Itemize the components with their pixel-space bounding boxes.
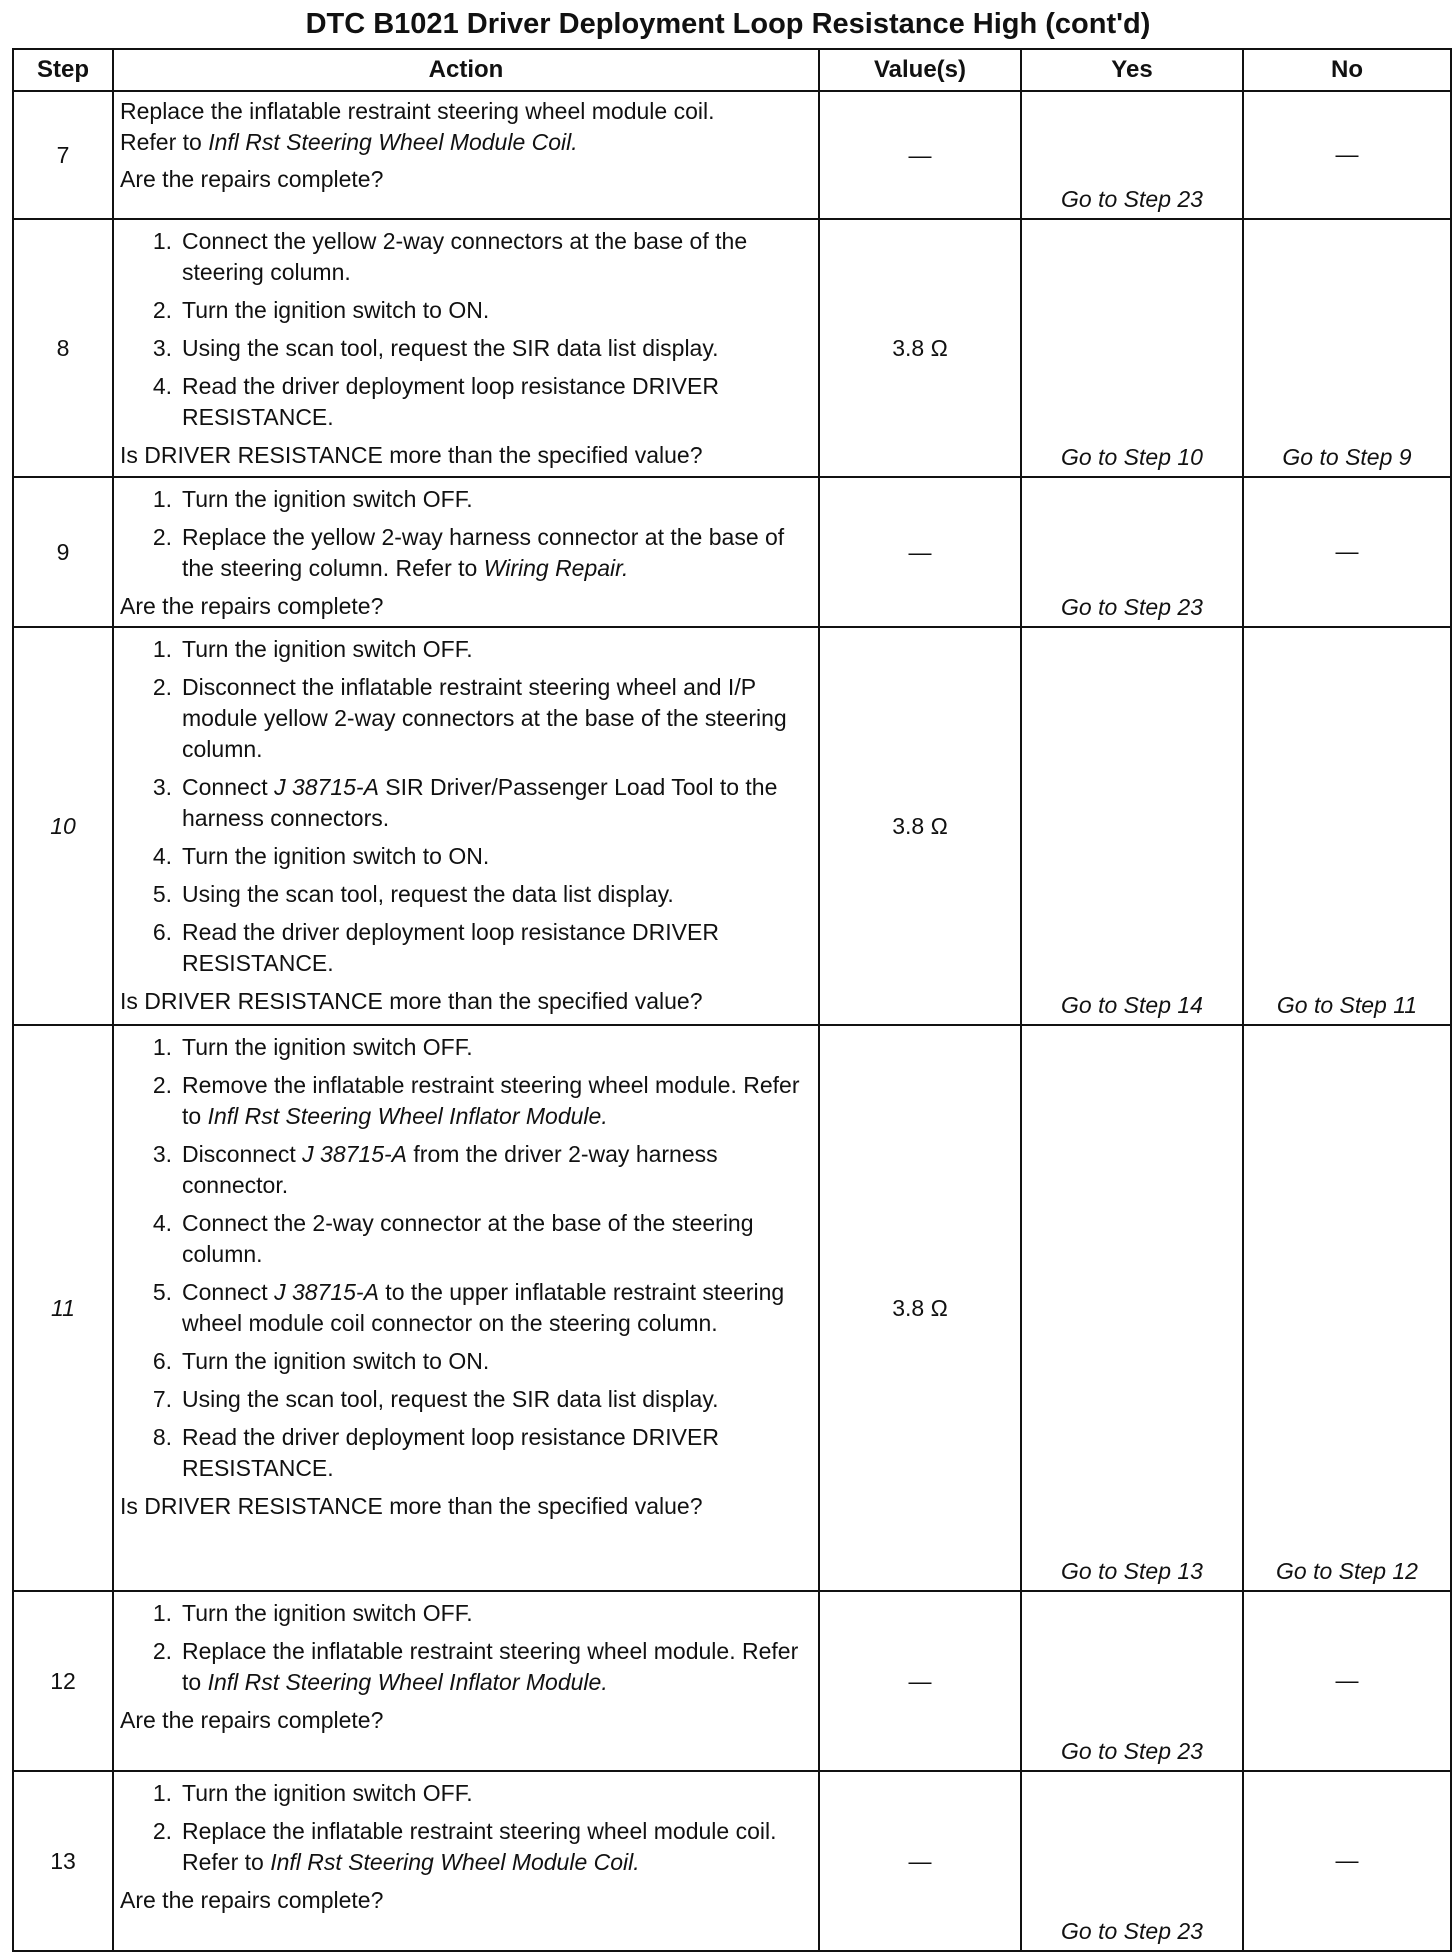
step-number: 7 [13,91,113,219]
yes-cell: Go to Step 13 [1021,1025,1243,1591]
table-row [13,1025,1451,1591]
action-question: Are the repairs complete? [120,1707,384,1733]
list-item: 6. Turn the ignition switch to ON. [152,1348,490,1374]
value-cell: 3.8 Ω [819,219,1021,477]
action-cell [113,1771,819,1951]
action-question: Are the repairs complete? [120,1887,384,1913]
yes-cell: Go to Step 23 [1021,1771,1243,1951]
list-item: 2. Remove the inflatable restraint steering wheel module. Refer to Infl Rst Steering Wheel Inflator Module. [152,1072,800,1129]
action-cell [113,1591,819,1771]
procedure-list [120,226,812,433]
yes-cell: Go to Step 23 [1021,1591,1243,1771]
action-cell [113,1025,819,1591]
list-item: 2. Disconnect the inflatable restraint steering wheel and I/P module yellow 2-way connectors at the base of the steering column. [152,674,787,762]
value-cell: — [819,1591,1021,1771]
list-item: 3. Disconnect J 38715-A from the driver 2-way harness connector. [152,1141,718,1198]
reference-link: Infl Rst Steering Wheel Module Coil. [270,1849,640,1875]
list-item: 4. Connect the 2-way connector at the base of the steering column. [152,1210,754,1267]
page-title: DTC B1021 Driver Deployment Loop Resistance High (cont'd) [305,8,1151,40]
step-number: 10 [13,627,113,1025]
reference-link: Wiring Repair. [483,555,629,581]
list-item: 3. Using the scan tool, request the SIR data list display. [152,335,719,361]
value-cell: 3.8 Ω [819,627,1021,1025]
tool-reference: J 38715-A [274,1279,379,1305]
no-cell: — [1243,477,1451,627]
yes-cell: Go to Step 10 [1021,219,1243,477]
step-number: 11 [13,1025,113,1591]
list-item: 1. Connect the yellow 2-way connectors at the base of the steering column. [152,228,748,285]
no-cell: Go to Step 9 [1243,219,1451,477]
list-item: 2. Replace the inflatable restraint steering wheel module coil. Refer to Infl Rst Steering Wheel Module Coil. [152,1818,777,1875]
header-action: Action [113,49,819,91]
list-item: 2. Replace the inflatable restraint steering wheel module. Refer to Infl Rst Steering Wheel Inflator Module. [152,1638,799,1695]
list-item: 3. Connect J 38715-A SIR Driver/Passenger Load Tool to the harness connectors. [152,774,778,831]
header-no: No [1243,49,1451,91]
header-row [13,49,1451,91]
header-step: Step [13,49,113,91]
list-item: 2. Turn the ignition switch to ON. [152,297,490,323]
no-cell: — [1243,1771,1451,1951]
action-cell [113,91,819,219]
no-cell: Go to Step 12 [1243,1025,1451,1591]
table-row [13,1771,1451,1951]
procedure-list [120,1598,812,1698]
yes-cell: Go to Step 23 [1021,477,1243,627]
list-item: 1. Turn the ignition switch OFF. [152,1780,473,1806]
action-cell [113,219,819,477]
tool-reference: J 38715-A [274,774,379,800]
tool-reference: J 38715-A [302,1141,408,1167]
reference-link: Infl Rst Steering Wheel Inflator Module. [207,1103,608,1129]
table-row [13,1591,1451,1771]
reference-link: Infl Rst Steering Wheel Inflator Module. [207,1669,608,1695]
list-item: 4. Read the driver deployment loop resistance DRIVER RESISTANCE. [152,373,719,430]
procedure-list [120,1778,812,1878]
no-cell: Go to Step 11 [1243,627,1451,1025]
table-row [13,219,1451,477]
list-item: 8. Read the driver deployment loop resistance DRIVER RESISTANCE. [152,1424,719,1481]
action-cell [113,477,819,627]
diagnostic-table [12,48,1452,1952]
list-item: 5. Using the scan tool, request the data list display. [152,881,674,907]
step-number: 9 [13,477,113,627]
action-question: Is DRIVER RESISTANCE more than the specified value? [120,442,703,468]
value-cell: — [819,91,1021,219]
action-text: Replace the inflatable restraint steering wheel module coil. Refer to Infl Rst Steering Wheel Module Coil. [120,98,715,155]
procedure-list [120,1032,812,1484]
value-cell: — [819,1771,1021,1951]
header-values: Value(s) [819,49,1021,91]
action-question: Is DRIVER RESISTANCE more than the specified value? [120,988,703,1014]
no-cell: — [1243,91,1451,219]
action-question: Are the repairs complete? [120,593,384,619]
procedure-list [120,484,812,584]
list-item: 2. Replace the yellow 2-way harness connector at the base of the steering column. Refer to Wiring Repair. [152,524,785,581]
step-number: 8 [13,219,113,477]
procedure-list [120,634,812,979]
list-item: 4. Turn the ignition switch to ON. [152,843,490,869]
table-row [13,477,1451,627]
yes-cell: Go to Step 23 [1021,91,1243,219]
list-item: 6. Read the driver deployment loop resistance DRIVER RESISTANCE. [152,919,719,976]
action-question: Are the repairs complete? [120,166,384,192]
table-row [13,627,1451,1025]
header-yes: Yes [1021,49,1243,91]
step-number: 12 [13,1591,113,1771]
list-item: 1. Turn the ignition switch OFF. [152,1034,473,1060]
step-number: 13 [13,1771,113,1951]
list-item: 1. Turn the ignition switch OFF. [152,1600,473,1626]
list-item: 7. Using the scan tool, request the SIR data list display. [152,1386,719,1412]
table-row [13,91,1451,219]
list-item: 1. Turn the ignition switch OFF. [152,486,473,512]
list-item: 5. Connect J 38715-A to the upper inflatable restraint steering wheel module coil connector on the steering column. [152,1279,785,1336]
value-cell: — [819,477,1021,627]
yes-cell: Go to Step 14 [1021,627,1243,1025]
action-question: Is DRIVER RESISTANCE more than the specified value? [120,1493,703,1519]
action-cell [113,627,819,1025]
value-cell: 3.8 Ω [819,1025,1021,1591]
reference-link: Infl Rst Steering Wheel Module Coil. [208,129,578,155]
no-cell: — [1243,1591,1451,1771]
list-item: 1. Turn the ignition switch OFF. [152,636,473,662]
